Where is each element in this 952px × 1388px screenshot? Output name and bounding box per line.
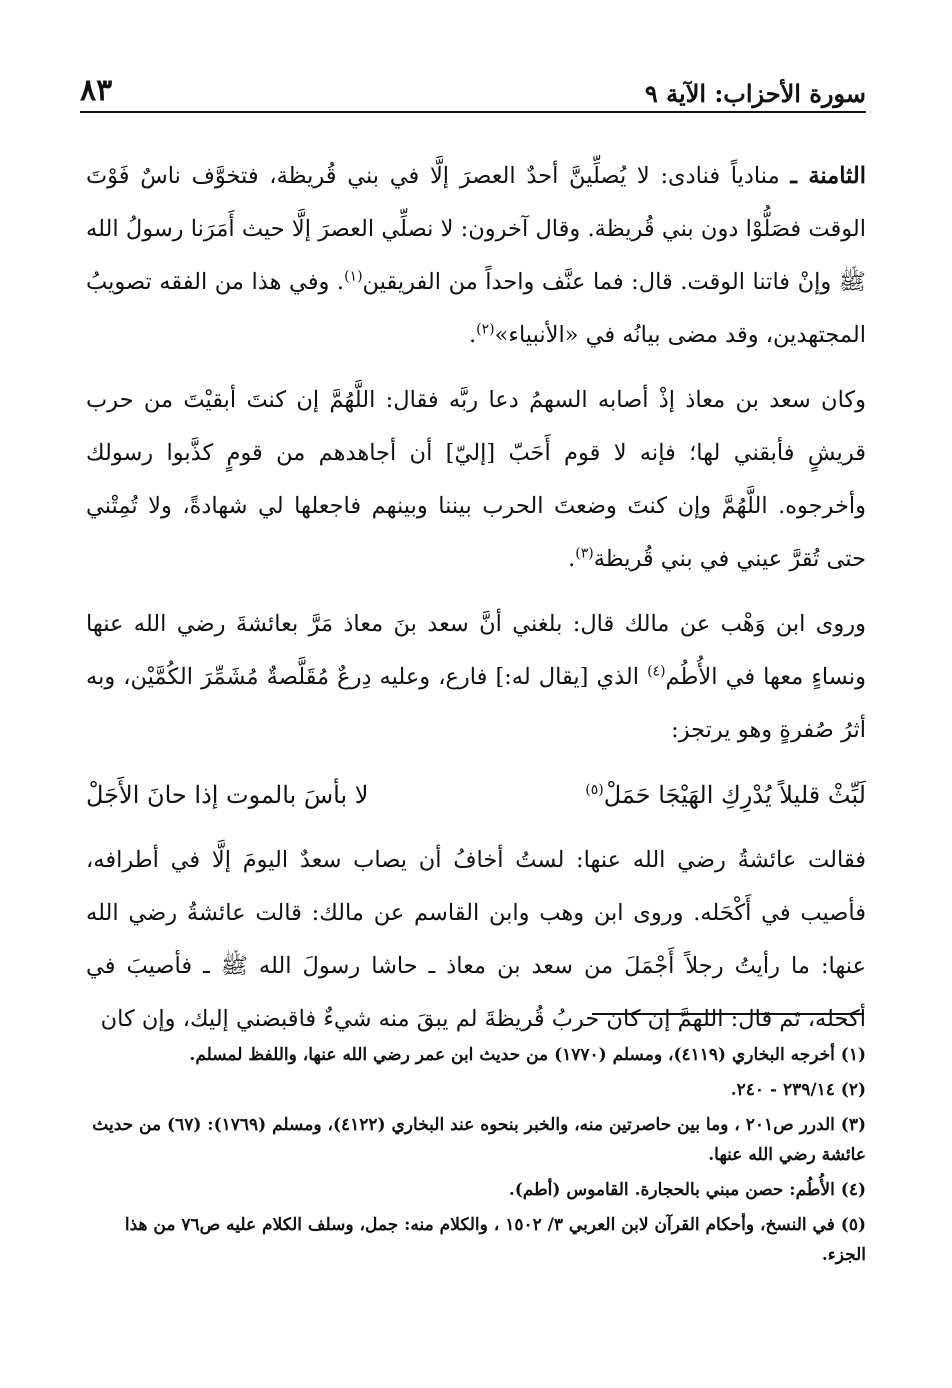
- footnote-ref-4: (٤): [647, 663, 666, 680]
- footnote-1: (١) أخرجه البخاري (٤١١٩)، ومسلم (١٧٧٠) من حديث ابن عمر رضي الله عنها، واللفظ لمسلم.: [189, 1045, 866, 1065]
- footnote-ref-3: (٣): [575, 545, 594, 562]
- page-number: ٨٣: [80, 73, 113, 108]
- paragraph-2-end: .: [568, 546, 576, 572]
- footnote-2: (٢) ٢٣٩/١٤ - ٢٤٠.: [730, 1080, 866, 1100]
- main-text: [86, 150, 866, 1058]
- paragraph-1-text-2: . وفي هذا من الفقه تصويبُ المجتهدين، وقد مضى بيانُه في «الأنبياء»: [86, 269, 866, 348]
- running-head-title: سورة الأحزاب: الآية ٩: [644, 79, 866, 108]
- paragraph-3-text: وروى ابن وَهْب عن مالك قال: بلغني أنَّ سعد بنَ معاذ مَرَّ بعائشةَ رضي الله عنها ونساءٍ معها في الأُطُم: [86, 611, 866, 690]
- footnotes: [86, 1040, 866, 1275]
- footnote-ref-1: (١): [344, 268, 363, 285]
- poem-verse: [86, 769, 866, 822]
- footnote-3: (٣) الدرر ص٢٠١ ، وما بين حاصرتين منه، والخبر بنحوه عند البخاري (٤١٢٢)، ومسلم (١٧٦٩): (٦٧) من حديث عائشة رضي الله عنها.: [92, 1115, 866, 1165]
- paragraph-1-end: .: [468, 322, 477, 348]
- paragraph-3: [86, 598, 866, 757]
- verse-first-hemistich-text: لَبِّثْ قليلاً يُدْرِكِ الهَيْجَا حَمَلْ: [603, 781, 866, 809]
- running-head: [80, 72, 866, 108]
- verse-first-hemistich: [585, 769, 866, 822]
- footnote-ref-2: (٢): [476, 321, 495, 338]
- paragraph-3-text-2: الذي [يقال له:] فارع، وعليه دِرعٌ مُقَلَّصةٌ مُشَمِّرَ الكُمَّيْن، وبه أثرُ صُفرةٍ وهو يرتجز:: [86, 664, 866, 743]
- section-lead: الثامنة ـ: [790, 163, 866, 189]
- paragraph-2: [86, 374, 866, 586]
- footnote-separator: [592, 1013, 864, 1015]
- paragraph-2-text: وكان سعد بن معاذ إذْ أصابه السهمُ دعا ربَّه فقال: اللَّهُمَّ إن كنتَ أبقيْتَ من حرب قريشٍ فأبقني لها؛ فإنه لا قوم أَحَبّ [إليّ] أن أجاهدهم من قومٍ كذَّبوا رسولك وأخرجوه. اللَّهُمَّ وإن كنتَ وضعتَ الحرب بيننا وبينهم فاجعلها لي شهادةً، ولا تُمِتْني حتى تُقرَّ عيني في بني قُريظة: [86, 387, 866, 572]
- verse-second-hemistich: لا بأسَ بالموت إذا حانَ الأَجَلْ: [86, 781, 369, 809]
- footnote-ref-5: (٥): [585, 782, 604, 798]
- paragraph-1-text: منادياً فنادى: لا يُصلِّينَّ أحدٌ العصرَ إلَّا في بني قُريظة، فتخوَّف ناسٌ فَوْتَ الوقت فصَلُّوْا دون بني قُريظة. وقال آخرون: لا نصلِّي العصرَ إلَّا حيث أَمَرَنا رسولُ الله ﷺ وإنْ فاتنا الوقت. قال: فما عنَّف واحداً من الفريقين: [86, 163, 866, 295]
- paragraph-1: [86, 150, 866, 362]
- footnote-4: (٤) الأُطُم: حصن مبني بالحجارة. القاموس (أطم).: [508, 1180, 866, 1200]
- header-rule: [80, 111, 866, 113]
- footnote-5: (٥) في النسخ، وأحكام القرآن لابن العربي ٣/ ١٥٠٢ ، والكلام منه: جمل، وسلف الكلام عليه ص٧٦ من هذا الجزء.: [124, 1215, 866, 1265]
- paragraph-4-text: فقالت عائشةُ رضي الله عنها: لستُ أخافُ أن يصاب سعدٌ اليومَ إلَّا في أطرافه، فأصيب في أَكْحَله. وروى ابن وهب وابن القاسم عن مالك: قالت عائشةُ رضي الله عنها: ما رأيتُ رجلاً أَجْمَلَ من سعد بن معاذ ـ حاشا رسولَ الله ﷺ ـ فأصيبَ في أكحله، ثم قال: اللهمَّ إن كان حربُ قُريظةَ لم يبقَ منه شيءٌ فاقبضني إليك، وإن كان: [86, 847, 866, 1032]
